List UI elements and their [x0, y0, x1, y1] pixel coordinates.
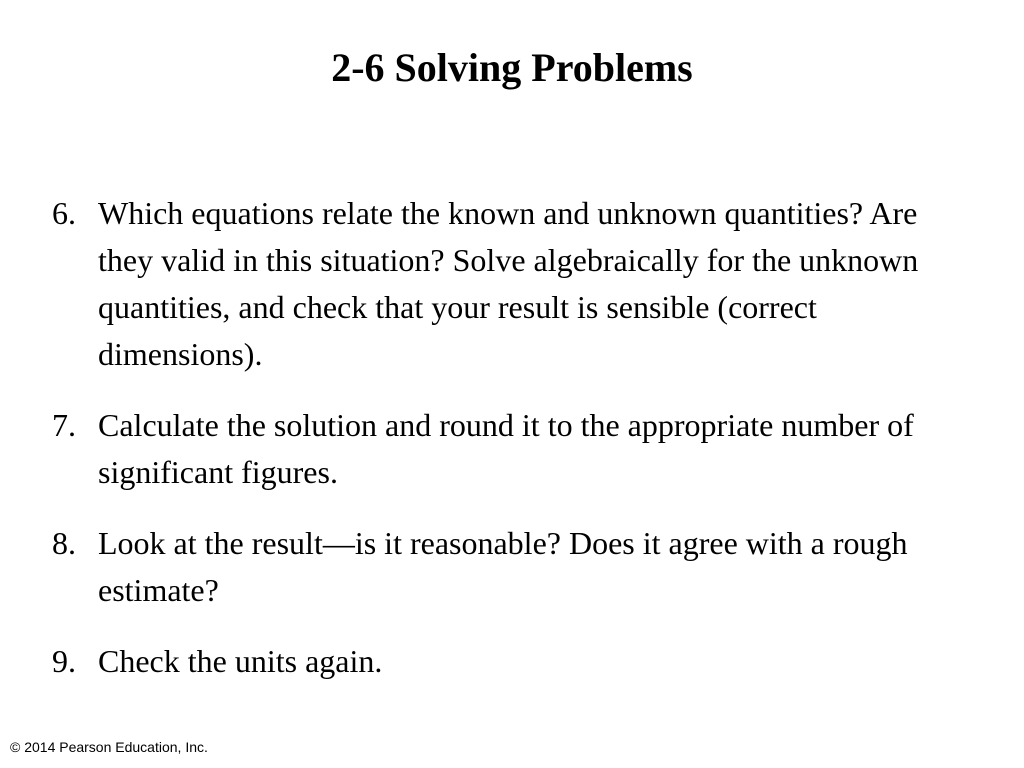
slide-title: 2-6 Solving Problems [331, 45, 693, 90]
list-item [52, 190, 972, 378]
list-item-text: Check the units again. [98, 643, 383, 679]
list-item [52, 520, 972, 614]
list-item-number: 7. [52, 407, 76, 443]
list-item-number: 6. [52, 195, 76, 231]
list-item-number: 8. [52, 525, 76, 561]
numbered-list [52, 190, 972, 709]
list-item [52, 402, 972, 496]
list-item-text: Calculate the solution and round it to the appropriate number of significant figures. [98, 407, 914, 490]
copyright-footer: © 2014 Pearson Education, Inc. [10, 739, 208, 755]
list-item-text: Look at the result—is it reasonable? Does it agree with a rough estimate? [98, 525, 908, 608]
list-item-text: Which equations relate the known and unknown quantities? Are they valid in this situation? Solve algebraically for the unknown quantities, and check that your result is sensible (correct dimensions). [98, 195, 919, 372]
list-item-number: 9. [52, 643, 76, 679]
list-item [52, 638, 972, 685]
